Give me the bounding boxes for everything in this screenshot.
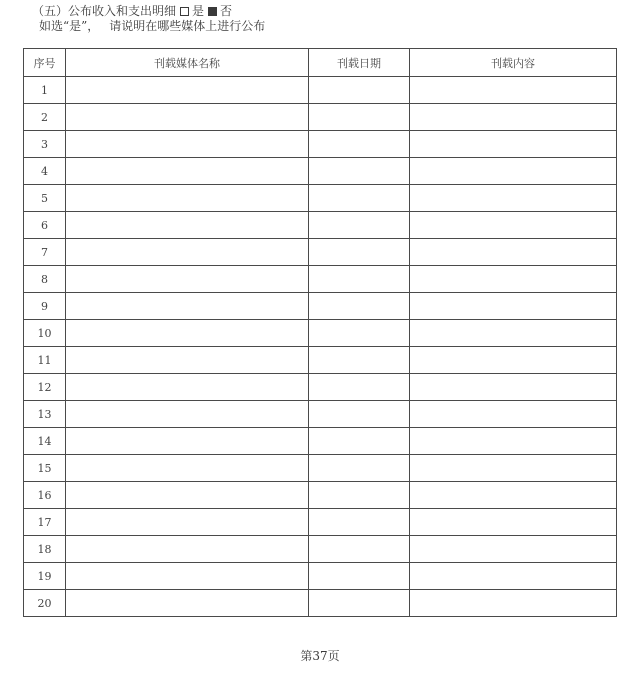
publish-content-cell[interactable] (410, 536, 617, 563)
row-number: 11 (24, 347, 66, 374)
table-row (24, 455, 617, 482)
media-name-cell[interactable] (66, 428, 309, 455)
table-row (24, 509, 617, 536)
instruction-part2: 请说明在哪些媒体上进行公布 (109, 19, 266, 33)
publish-content-cell[interactable] (410, 320, 617, 347)
publish-date-cell[interactable] (309, 374, 410, 401)
header-publish-date: 刊载日期 (309, 49, 410, 77)
row-number: 15 (24, 455, 66, 482)
row-number: 13 (24, 401, 66, 428)
publish-date-cell[interactable] (309, 104, 410, 131)
table-header-row (24, 49, 617, 77)
header-publish-content: 刊载内容 (410, 49, 617, 77)
section-heading (32, 4, 232, 18)
publish-content-cell[interactable] (410, 455, 617, 482)
table-row (24, 536, 617, 563)
media-name-cell[interactable] (66, 563, 309, 590)
media-name-cell[interactable] (66, 266, 309, 293)
publish-content-cell[interactable] (410, 509, 617, 536)
row-number: 8 (24, 266, 66, 293)
row-number: 7 (24, 239, 66, 266)
table-row (24, 131, 617, 158)
row-number: 3 (24, 131, 66, 158)
media-name-cell[interactable] (66, 77, 309, 104)
media-name-cell[interactable] (66, 320, 309, 347)
no-checkbox[interactable] (208, 7, 217, 16)
publish-date-cell[interactable] (309, 212, 410, 239)
publish-content-cell[interactable] (410, 428, 617, 455)
table-row (24, 266, 617, 293)
table-row (24, 590, 617, 617)
publish-content-cell[interactable] (410, 77, 617, 104)
row-number: 19 (24, 563, 66, 590)
media-name-cell[interactable] (66, 212, 309, 239)
row-number: 18 (24, 536, 66, 563)
header-serial: 序号 (24, 49, 66, 77)
no-label: 否 (220, 4, 233, 18)
publish-date-cell[interactable] (309, 428, 410, 455)
publish-date-cell[interactable] (309, 266, 410, 293)
table-row (24, 104, 617, 131)
table-row (24, 212, 617, 239)
publish-content-cell[interactable] (410, 104, 617, 131)
row-number: 4 (24, 158, 66, 185)
publish-date-cell[interactable] (309, 293, 410, 320)
publish-date-cell[interactable] (309, 509, 410, 536)
publish-content-cell[interactable] (410, 266, 617, 293)
table-row (24, 293, 617, 320)
media-name-cell[interactable] (66, 131, 309, 158)
publish-date-cell[interactable] (309, 185, 410, 212)
publish-content-cell[interactable] (410, 401, 617, 428)
table-row (24, 239, 617, 266)
publish-content-cell[interactable] (410, 482, 617, 509)
section-heading-text: （五）公布收入和支出明细 (32, 4, 177, 18)
media-name-cell[interactable] (66, 239, 309, 266)
row-number: 10 (24, 320, 66, 347)
row-number: 2 (24, 104, 66, 131)
row-number: 14 (24, 428, 66, 455)
yes-label: 是 (192, 4, 205, 18)
publish-content-cell[interactable] (410, 563, 617, 590)
media-name-cell[interactable] (66, 455, 309, 482)
publish-date-cell[interactable] (309, 563, 410, 590)
publish-content-cell[interactable] (410, 158, 617, 185)
publish-content-cell[interactable] (410, 374, 617, 401)
header-media-name: 刊载媒体名称 (66, 49, 309, 77)
media-table (23, 48, 617, 617)
publish-date-cell[interactable] (309, 77, 410, 104)
media-name-cell[interactable] (66, 482, 309, 509)
media-name-cell[interactable] (66, 185, 309, 212)
media-name-cell[interactable] (66, 293, 309, 320)
row-number: 20 (24, 590, 66, 617)
media-name-cell[interactable] (66, 590, 309, 617)
publish-date-cell[interactable] (309, 590, 410, 617)
table-row (24, 320, 617, 347)
publish-content-cell[interactable] (410, 239, 617, 266)
publish-date-cell[interactable] (309, 482, 410, 509)
publish-date-cell[interactable] (309, 158, 410, 185)
media-name-cell[interactable] (66, 509, 309, 536)
publish-date-cell[interactable] (309, 401, 410, 428)
media-name-cell[interactable] (66, 158, 309, 185)
media-name-cell[interactable] (66, 401, 309, 428)
table-row (24, 77, 617, 104)
instruction-part1: 如选“是”， (39, 19, 100, 33)
row-number: 17 (24, 509, 66, 536)
media-name-cell[interactable] (66, 347, 309, 374)
publish-content-cell[interactable] (410, 185, 617, 212)
row-number: 6 (24, 212, 66, 239)
table-row (24, 401, 617, 428)
table-row (24, 185, 617, 212)
publish-date-cell[interactable] (309, 320, 410, 347)
row-number: 1 (24, 77, 66, 104)
page-number: 第37页 (300, 649, 340, 663)
publish-content-cell[interactable] (410, 131, 617, 158)
publish-content-cell[interactable] (410, 347, 617, 374)
table-row (24, 428, 617, 455)
table-row (24, 374, 617, 401)
media-name-cell[interactable] (66, 536, 309, 563)
table-row (24, 482, 617, 509)
table-row (24, 563, 617, 590)
publish-content-cell[interactable] (410, 212, 617, 239)
media-name-cell[interactable] (66, 104, 309, 131)
publish-date-cell[interactable] (309, 536, 410, 563)
row-number: 5 (24, 185, 66, 212)
row-number: 16 (24, 482, 66, 509)
publish-date-cell[interactable] (309, 347, 410, 374)
publish-date-cell[interactable] (309, 239, 410, 266)
publish-content-cell[interactable] (410, 293, 617, 320)
row-number: 12 (24, 374, 66, 401)
publish-date-cell[interactable] (309, 131, 410, 158)
yes-checkbox[interactable] (180, 7, 189, 16)
row-number: 9 (24, 293, 66, 320)
table-row (24, 347, 617, 374)
instruction-note (39, 19, 265, 33)
table-row (24, 158, 617, 185)
publish-content-cell[interactable] (410, 590, 617, 617)
media-name-cell[interactable] (66, 374, 309, 401)
publish-date-cell[interactable] (309, 455, 410, 482)
